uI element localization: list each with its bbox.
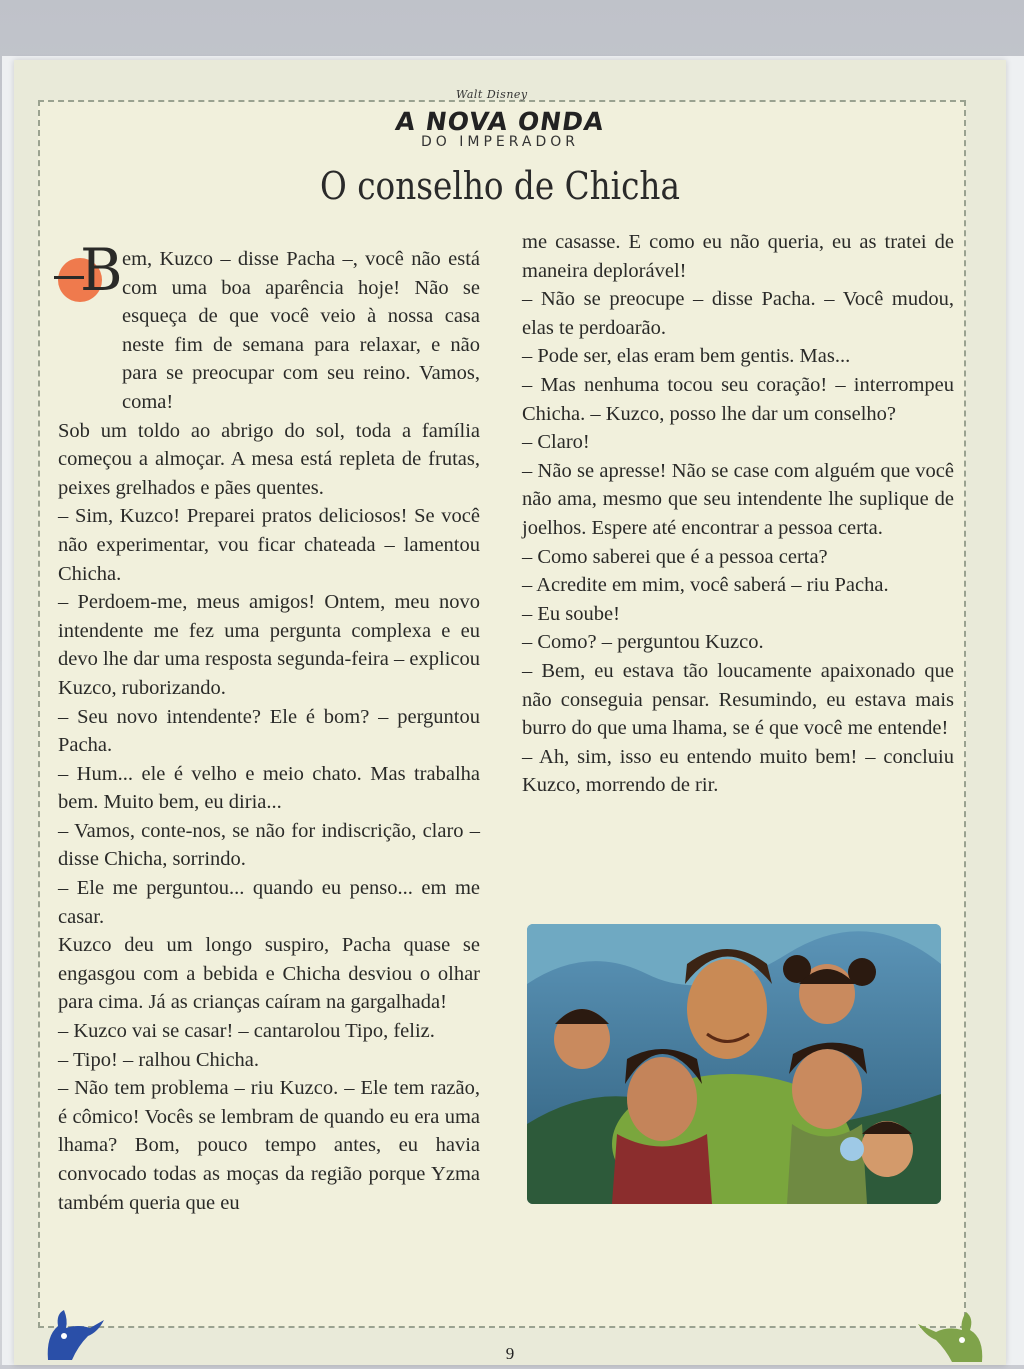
text-column-left [58,245,480,1217]
paragraph: – Ele me perguntou... quando eu penso... em me casar. [58,877,480,928]
page-number: 9 [505,1344,515,1363]
paragraph: – Kuzco vai se casar! – cantarolou Tipo, feliz. [58,1020,435,1043]
paragraph: – Bem, eu estava tão loucamente apaixonado que não conseguia pensar. Resumindo, eu estava mais burro do que uma lhama, se é que você me entende! [522,659,954,740]
series-subtitle: DO IMPERADOR [420,134,579,150]
paragraph: em, Kuzco – disse Pacha –, você não está com uma boa aparência hoje! Não se esqueça de que você veio à nossa casa neste fim de semana para relaxar, e não para se preocupar com seu reino. Vamos, coma! [122,248,480,413]
paragraph: – Eu soube! [522,602,620,625]
paragraph: – Vamos, conte-nos, se não for indiscrição, claro – disse Chicha, sorrindo. [58,819,480,871]
paragraph: – Acredite em mim, você saberá – riu Pacha. [522,574,889,597]
paragraph: – Não se preocupe – disse Pacha. – Você mudou, elas te perdoarão. [522,288,954,339]
story-title: O conselho de Chicha [320,164,680,208]
paragraph: – Sim, Kuzco! Preparei pratos deliciosos! Se você não experimentar, vou ficar chateada – lamentou Chicha. [58,505,480,585]
brand-logo: Walt Disney [456,88,528,101]
paragraph: – Como saberei que é a pessoa certa? [522,545,828,568]
text-column-right [522,228,954,800]
paragraph: – Como? – perguntou Kuzco. [522,631,764,654]
paragraph: – Não se apresse! Não se case com alguém que você não ama, mesmo que seu intendente lhe suplique de joelhos. Espere até encontrar a pessoa certa. [522,459,954,539]
paragraph: – Mas nenhuma tocou seu coração! – interrompeu Chicha. – Kuzco, posso lhe dar um conselho? [522,373,954,425]
drop-cap-letter: B [80,236,123,304]
paragraph: Kuzco deu um longo suspiro, Pacha quase se engasgou com a bebida e Chicha desviou o olhar para cima. Já as crianças caíram na gargalhada! [58,934,480,1014]
series-title: A NOVA ONDA [393,107,607,136]
family-illustration [527,924,941,1204]
paragraph: – Pode ser, elas eram bem gentis. Mas... [522,345,851,368]
paragraph: Sob um toldo ao abrigo do sol, toda a família começou a almoçar. A mesa está repleta de frutas, peixes grelhados e pães quentes. [58,419,480,499]
book-header [300,88,700,150]
paragraph: me casasse. E como eu não queria, eu as tratei de maneira deplorável! [522,231,954,282]
corner-llama-icon [38,1306,108,1367]
paragraph: – Claro! [522,431,590,454]
paragraph: – Não tem problema – riu Kuzco. – Ele tem razão, é cômico! Vocês se lembram de quando eu era uma lhama? Bom, pouco tempo antes, eu havia convocado todas as moças da região porque Yzma também queria que eu [58,1077,480,1214]
paragraph: – Hum... ele é velho e meio chato. Mas trabalha bem. Muito bem, eu diria... [58,762,480,814]
paragraph: – Tipo! – ralhou Chicha. [58,1048,260,1071]
paragraph: – Ah, sim, isso eu entendo muito bem! – concluiu Kuzco, morrendo de rir. [522,745,954,797]
paragraph: – Seu novo intendente? Ele é bom? – perguntou Pacha. [58,705,480,757]
paragraph: – Perdoem-me, meus amigos! Ontem, meu novo intendente me fez uma pergunta complexa e eu devo lhe dar uma resposta segunda-feira – explicou Kuzco, ruborizando. [58,591,480,699]
corner-llama-icon [912,1308,992,1369]
